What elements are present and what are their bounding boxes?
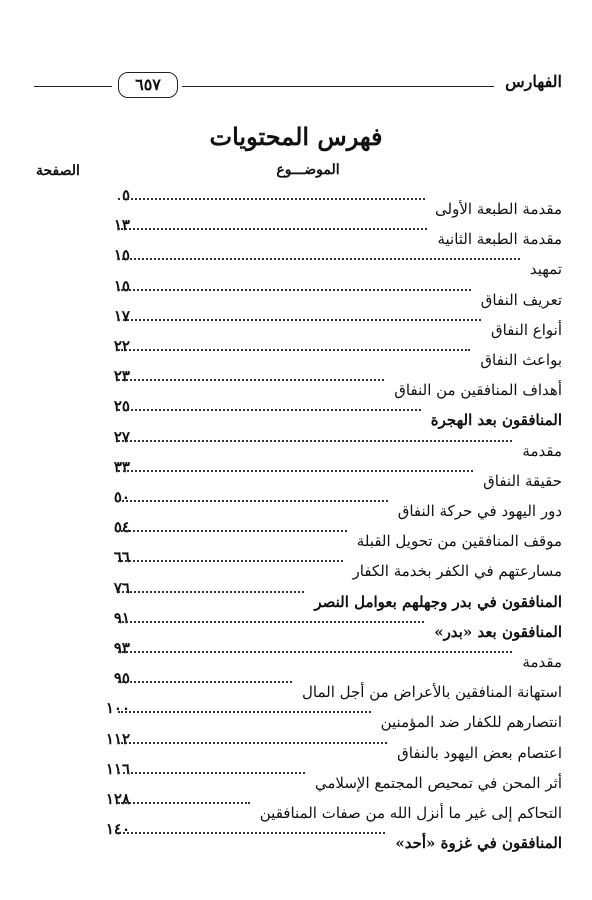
entry-page-number: ٢٢ (113, 337, 130, 355)
toc-entry (30, 699, 562, 732)
entry-page-number: ٥٠ (113, 488, 130, 506)
section-title: الفهارس (505, 72, 562, 91)
entry-page-number: ١١٦ (105, 759, 130, 778)
toc-entry (30, 216, 562, 249)
toc-entry (30, 669, 562, 702)
entry-title: استهانة المنافقين بالأعراض من أجل المال (298, 683, 562, 701)
entry-title: أثر المحن في تمحيص المجتمع الإسلامي (311, 774, 562, 792)
entry-page-number: ٦٦ (113, 548, 130, 567)
entry-title: مقدمة الطبعة الأولى (431, 200, 562, 218)
entry-title: انتصارهم للكفار ضد المؤمنين (377, 713, 562, 731)
entry-page-number: ١١٢ (105, 729, 130, 748)
dot-leader (118, 711, 371, 713)
toc-entry (30, 518, 562, 551)
toc-entry (30, 397, 562, 430)
dot-leader (118, 228, 427, 230)
toc-entry (30, 458, 562, 488)
toc-entry (30, 307, 562, 337)
entry-page-number: ٧٦ (113, 578, 130, 597)
toc-entry (30, 337, 562, 367)
entry-title: المنافقون في غزوة «أحد» (391, 834, 562, 852)
toc-entry (30, 277, 562, 307)
entry-title: حقيقة النفاق (479, 472, 562, 490)
entry-title: أهداف المنافقين من النفاق (390, 381, 562, 399)
dot-leader (118, 772, 305, 774)
toc-entry (30, 639, 562, 669)
dot-leader (118, 470, 473, 472)
entry-page-number: ٥٤ (113, 518, 130, 537)
toc-entry (30, 428, 562, 458)
dot-leader (118, 379, 384, 381)
entry-page-number: ٣٣ (113, 457, 130, 476)
dot-leader (118, 802, 250, 804)
toc-entry (30, 246, 562, 279)
entry-title: المنافقون بعد «بدر» (430, 623, 562, 641)
toc-entry (30, 730, 562, 760)
dot-leader (118, 198, 425, 200)
entry-title: اعتصام بعض اليهود بالنفاق (393, 744, 562, 762)
entry-title: مسارعتهم في الكفر بخدمة الكفار (349, 562, 562, 580)
toc-entry (30, 548, 562, 581)
dot-leader (118, 409, 421, 411)
page-number: ٦٥٧ (118, 72, 178, 98)
entry-page-number: ٩٣ (113, 639, 130, 657)
toc-entry (30, 186, 562, 216)
entry-page-number: ٩١ (113, 608, 130, 627)
entry-title: مقدمة (518, 653, 562, 671)
entry-title: بواعث النفاق (476, 351, 562, 369)
entry-page-number: ١٣ (113, 216, 130, 235)
dot-leader (118, 651, 512, 653)
dot-leader (118, 258, 520, 260)
toc-entry (30, 488, 562, 518)
entry-page-number: ١٧ (113, 306, 130, 325)
entry-title: مقدمة (518, 442, 562, 460)
dot-leader (118, 681, 292, 683)
entry-page-number: ٩٥ (113, 669, 130, 688)
entry-title: تعريف النفاق (477, 291, 562, 309)
dot-leader (118, 621, 424, 623)
entry-page-number: ١٢٨ (105, 790, 130, 808)
dot-leader (118, 349, 470, 351)
toc-entry (30, 609, 562, 639)
dot-leader (118, 560, 343, 562)
entry-title: موقف المنافقين من تحويل القبلة (353, 532, 562, 550)
dot-leader (118, 440, 512, 442)
entry-page-number: ١٤٠ (105, 820, 130, 839)
column-header-topic: الموضـــوع (276, 162, 340, 178)
entry-title: أنواع النفاق (487, 321, 562, 339)
entry-title: المنافقون في بدر وجهلهم بعوامل النصر (310, 593, 562, 611)
dot-leader (118, 319, 481, 321)
entry-title: المنافقون بعد الهجرة (427, 411, 562, 429)
toc-entry (30, 579, 562, 609)
toc-entry (30, 367, 562, 400)
dot-leader (118, 591, 304, 593)
entry-title: مقدمة الطبعة الثانية (433, 230, 562, 248)
column-header-page: الصفحة (36, 163, 80, 179)
dot-leader (118, 742, 387, 744)
entry-page-number: ١٥ (113, 276, 130, 295)
dot-leader (118, 289, 471, 291)
toc-entry (30, 820, 562, 853)
entry-title: دور اليهود في حركة النفاق (394, 502, 562, 520)
toc-entry (30, 790, 562, 820)
entry-page-number: ٢٥ (113, 397, 130, 416)
toc-title: فهرس المحتويات (209, 122, 383, 151)
entry-title: تمهيد (526, 260, 562, 278)
dot-leader (118, 500, 388, 502)
entry-page-number: ٥ (121, 186, 130, 204)
entry-page-number: ٢٣ (113, 367, 130, 386)
dot-leader (118, 530, 347, 532)
entry-page-number: ٢٧ (113, 427, 130, 446)
entry-page-number: ١٥ (113, 246, 130, 265)
toc-entry (30, 760, 562, 790)
entry-page-number: ١٠٠ (105, 699, 130, 718)
entry-title: التحاكم إلى غير ما أنزل الله من صفات المنافقين (256, 804, 562, 822)
dot-leader (118, 832, 385, 834)
